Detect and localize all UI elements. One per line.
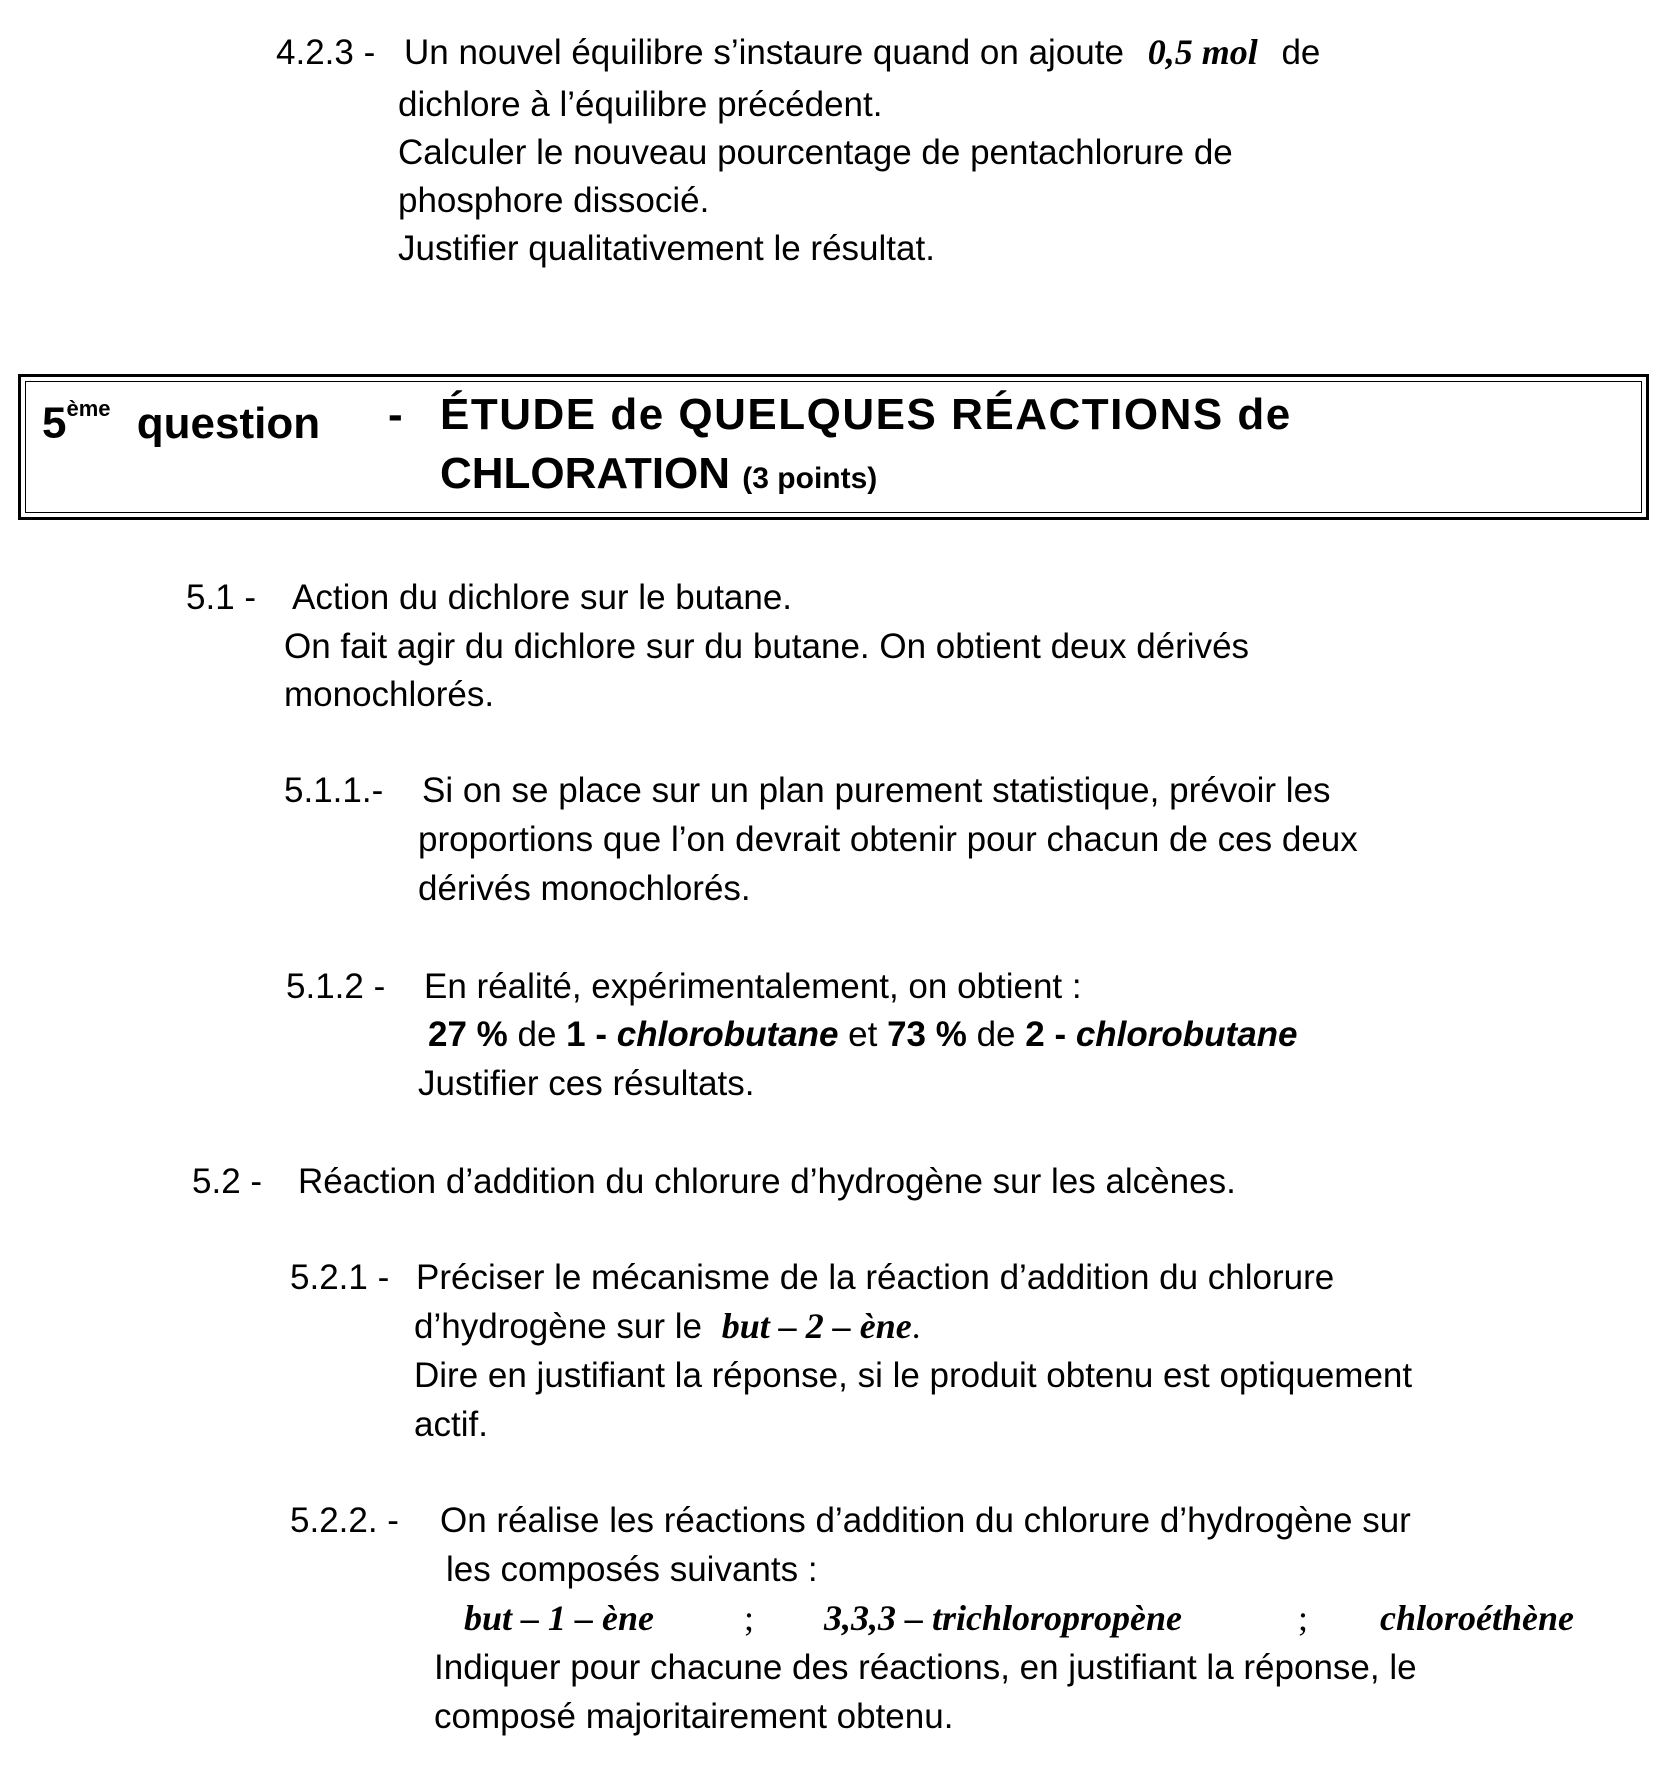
s512-num1: 1 - (566, 1015, 617, 1054)
s512-line3: Justifier ces résultats. (418, 1064, 755, 1103)
s512-compound1: chlorobutane (616, 1015, 839, 1054)
s521-line4: actif. (414, 1405, 488, 1444)
q423-line1-text: Un nouvel équilibre s’instaure quand on ajoute (404, 33, 1124, 72)
header-title-line2 (440, 447, 877, 506)
s522-sep2: ; (1298, 1598, 1309, 1638)
s521-line1: Préciser le mécanisme de la réaction d’addition du chlorure (416, 1258, 1335, 1297)
s512-de1: de (507, 1015, 567, 1054)
s521-line2-text: d’hydrogène sur le (414, 1307, 702, 1346)
s522-line5: composé majoritairement obtenu. (434, 1697, 954, 1736)
s512-compound2: chlorobutane (1075, 1015, 1298, 1054)
s512-pct1: 27 % (428, 1015, 508, 1054)
s51-number: 5.1 - (186, 578, 257, 617)
s522-compound1: but – 1 – ène (464, 1598, 655, 1638)
s521-line3: Dire en justifiant la réponse, si le produit obtenu est optiquement (414, 1356, 1413, 1395)
header-number: 5 (42, 398, 67, 448)
s522-line1: On réalise les réactions d’addition du chlorure d’hydrogène sur (440, 1501, 1411, 1540)
s52-title: Réaction d’addition du chlorure d’hydrogène sur les alcènes. (298, 1162, 1236, 1201)
s521-line2 (414, 1302, 920, 1351)
q423-line1-end: de (1281, 33, 1321, 72)
s511-line3: dérivés monochlorés. (418, 869, 751, 908)
s512-de2: de (966, 1015, 1026, 1054)
q423-line5: Justifier qualitativement le résultat. (398, 229, 935, 268)
s522-sep1: ; (744, 1598, 755, 1638)
s51-line3: monochlorés. (284, 675, 495, 714)
s511-line2: proportions que l’on devrait obtenir pour chacun de ces deux (418, 820, 1358, 859)
s522-compound3: chloroéthène (1380, 1598, 1574, 1638)
q423-quantity: 0,5 mol (1147, 32, 1258, 72)
s521-number: 5.2.1 - (290, 1258, 390, 1297)
s522-compound2: 3,3,3 – trichloropropène (824, 1598, 1183, 1638)
s512-num2: 2 - (1025, 1015, 1076, 1054)
s512-line1: En réalité, expérimentalement, on obtient : (424, 967, 1082, 1006)
s511-number: 5.1.1.- (284, 771, 384, 810)
q423-number: 4.2.3 - (276, 33, 376, 72)
s512-results (428, 1010, 1298, 1059)
header-points: (3 points) (742, 462, 878, 495)
header-word: question (136, 398, 321, 448)
s52-number: 5.2 - (192, 1162, 263, 1201)
header-title-word: CHLORATION (440, 449, 731, 498)
header-title-line1: ÉTUDE de QUELQUES RÉACTIONS de (440, 390, 1292, 439)
s511-line1: Si on se place sur un plan purement statistique, prévoir les (422, 771, 1331, 810)
header-superscript: ème (66, 396, 111, 421)
s51-title: Action du dichlore sur le butane. (292, 578, 793, 617)
header-dash: - (388, 390, 403, 439)
s522-number: 5.2.2. - (290, 1501, 399, 1540)
s512-number: 5.1.2 - (286, 967, 386, 1006)
s522-line4: Indiquer pour chacune des réactions, en justifiant la réponse, le (434, 1648, 1417, 1687)
q423-line3: Calculer le nouveau pourcentage de pentachlorure de (398, 133, 1233, 172)
q423-line4: phosphore dissocié. (398, 181, 710, 220)
q423-line1 (404, 28, 1320, 77)
s521-period: . (911, 1307, 921, 1346)
s51-line2: On fait agir du dichlore sur du butane. On obtient deux dérivés (284, 627, 1250, 666)
header-question-label (42, 388, 320, 451)
s512-pct2: 73 % (887, 1015, 967, 1054)
s512-et: et (838, 1015, 888, 1054)
s522-line2: les composés suivants : (446, 1550, 818, 1589)
q423-line2: dichlore à l’équilibre précédent. (398, 85, 883, 124)
s521-compound: but – 2 – ène (721, 1306, 912, 1346)
